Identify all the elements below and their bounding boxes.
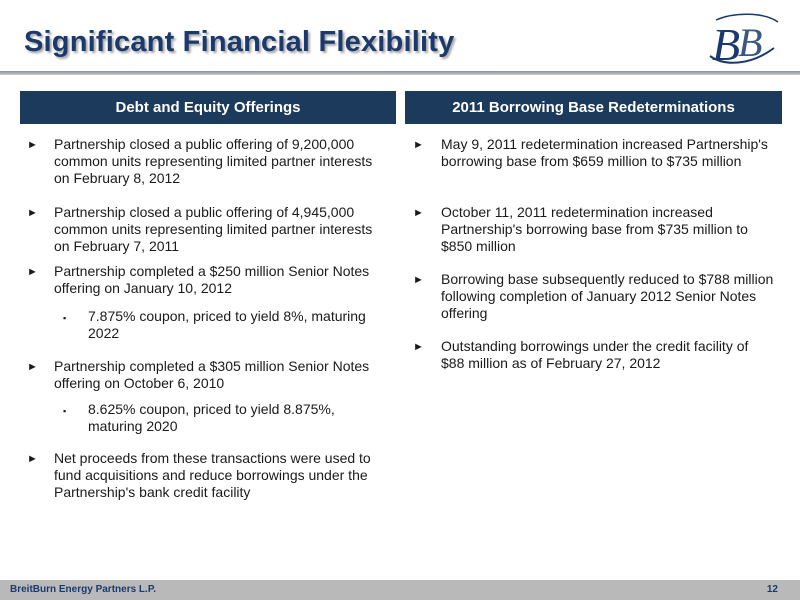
bullet-text: Net proceeds from these transactions were used to fund acquisitions and reduce borrowings under the Partnership's bank credit facility <box>54 450 371 500</box>
bullet-text: October 11, 2011 redetermination increased Partnership's borrowing base from $735 million to $850 million <box>441 204 748 254</box>
right-column-header: 2011 Borrowing Base Redeterminations <box>405 91 782 124</box>
list-item <box>413 136 775 170</box>
footer-bar <box>0 580 800 600</box>
bullet-marker: ► <box>413 139 424 151</box>
sub-bullet-marker: ▪ <box>63 313 67 323</box>
list-item <box>413 338 775 372</box>
list-item <box>63 401 373 435</box>
sub-bullet-marker: ▪ <box>63 406 67 416</box>
list-item <box>27 358 387 392</box>
list-item <box>63 308 387 342</box>
list-item <box>27 263 387 297</box>
bullet-marker: ► <box>27 453 38 465</box>
bullet-text: 8.625% coupon, priced to yield 8.875%, maturing 2020 <box>88 401 335 434</box>
bullet-text: Partnership completed a $250 million Senior Notes offering on January 10, 2012 <box>54 263 370 296</box>
bullet-marker: ► <box>27 207 38 219</box>
bullet-marker: ► <box>413 274 424 286</box>
bullet-text: Outstanding borrowings under the credit facility of $88 million as of February 27, 2012 <box>441 338 749 371</box>
list-item <box>27 136 387 187</box>
slide-title: Significant Financial Flexibility <box>24 26 455 58</box>
list-item <box>413 271 775 322</box>
bullet-text: 7.875% coupon, priced to yield 8%, maturing 2022 <box>88 308 366 341</box>
bullet-text: Partnership completed a $305 million Senior Notes offering on October 6, 2010 <box>54 358 370 391</box>
bullet-marker: ► <box>27 361 38 373</box>
list-item <box>27 450 387 501</box>
svg-text:B: B <box>738 20 763 65</box>
bullet-marker: ► <box>413 207 424 219</box>
title-rule <box>0 71 800 75</box>
bullet-text: Partnership closed a public offering of 4,945,000 common units representing limited partner interests on February 7, 2011 <box>54 204 373 254</box>
footer-company: BreitBurn Energy Partners L.P. <box>10 584 156 595</box>
left-column-header: Debt and Equity Offerings <box>20 91 396 124</box>
list-item <box>27 204 387 255</box>
list-item <box>413 204 775 255</box>
bullet-text: May 9, 2011 redetermination increased Partnership's borrowing base from $659 million to $735 million <box>441 136 768 169</box>
page-number: 12 <box>766 584 778 595</box>
bullet-text: Borrowing base subsequently reduced to $788 million following completion of January 2012 Senior Notes offering <box>441 271 774 321</box>
bullet-marker: ► <box>27 266 38 278</box>
bullet-marker: ► <box>413 341 424 353</box>
bullet-text: Partnership closed a public offering of 9,200,000 common units representing limited partner interests on February 8, 2012 <box>54 136 373 186</box>
svg-text:B: B <box>712 19 741 70</box>
breitburn-logo-icon <box>704 10 784 72</box>
bullet-marker: ► <box>27 139 38 151</box>
